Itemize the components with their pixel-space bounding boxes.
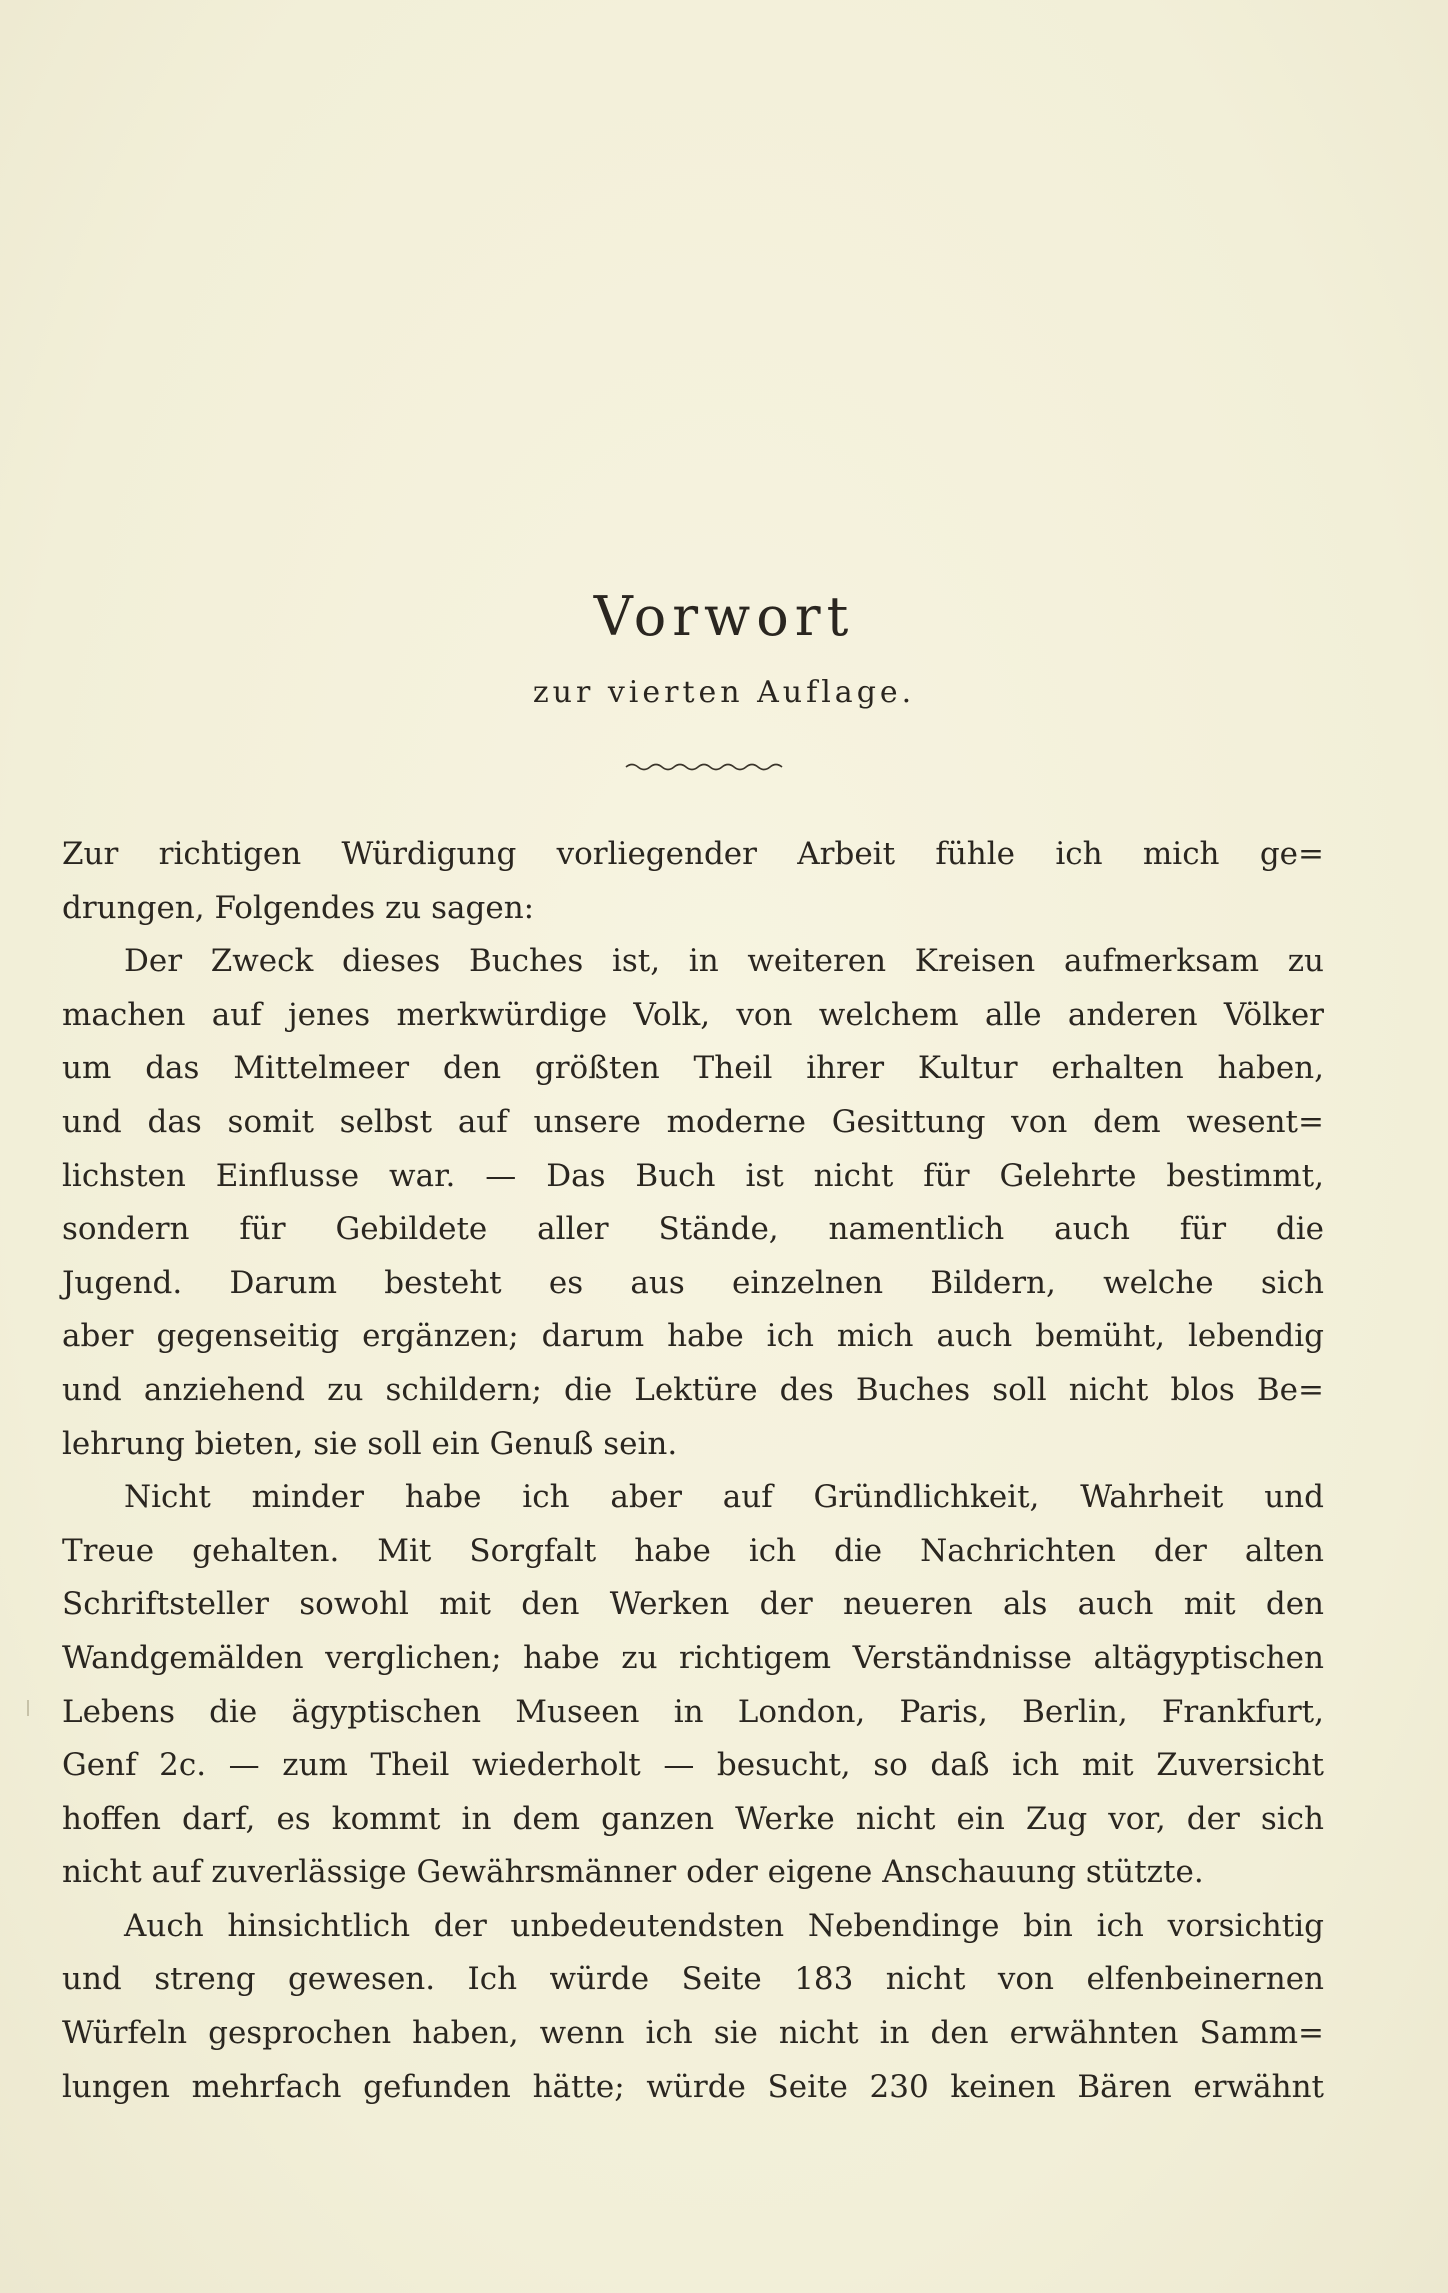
text-line: drungen, Folgendes zu sagen: bbox=[62, 889, 535, 926]
text-line: lichsten Einflusse war. — Das Buch ist nicht für Gelehrte bestimmt, bbox=[62, 1157, 1324, 1194]
text-line: lehrung bieten, sie soll ein Genuß sein. bbox=[62, 1425, 678, 1462]
text-line: nicht auf zuverlässige Gewährsmänner oder eigene Anschauung stützte. bbox=[62, 1854, 1204, 1891]
text-line: sondern für Gebildete aller Stände, namentlich auch für die bbox=[62, 1211, 1324, 1248]
text-line: um das Mittelmeer den größten Theil ihrer Kultur erhalten haben, bbox=[62, 1050, 1324, 1087]
text-line: Schriftsteller sowohl mit den Werken der neueren als auch mit den bbox=[62, 1586, 1324, 1623]
text-line: Nicht minder habe ich aber auf Gründlichkeit, Wahrheit und bbox=[124, 1479, 1324, 1516]
text-line: und anziehend zu schildern; die Lektüre des Buches soll nicht blos Be= bbox=[62, 1371, 1324, 1408]
text-line: lungen mehrfach gefunden hätte; würde Seite 230 keinen Bären erwähnt bbox=[62, 2068, 1324, 2105]
text-line: Wandgemälden verglichen; habe zu richtigem Verständnisse altägyptischen bbox=[62, 1639, 1324, 1676]
text-line: aber gegenseitig ergänzen; darum habe ich mich auch bemüht, lebendig bbox=[62, 1318, 1324, 1355]
text-line: Jugend. Darum besteht es aus einzelnen Bildern, welche sich bbox=[62, 1264, 1324, 1301]
text-line: und streng gewesen. Ich würde Seite 183 nicht von elfenbeinernen bbox=[62, 1961, 1324, 1998]
text-line: und das somit selbst auf unsere moderne Gesittung von dem wesent= bbox=[62, 1103, 1324, 1140]
text-line: Würfeln gesprochen haben, wenn ich sie nicht in den erwähnten Samm= bbox=[62, 2015, 1324, 2052]
text-line: Auch hinsichtlich der unbedeutendsten Nebendinge bin ich vorsichtig bbox=[124, 1907, 1324, 1944]
page-title: Vorwort bbox=[593, 585, 855, 648]
body-text bbox=[62, 828, 1324, 2114]
text-line: Treue gehalten. Mit Sorgfalt habe ich die Nachrichten der alten bbox=[62, 1532, 1324, 1569]
text-line: Zur richtigen Würdigung vorliegender Arbeit fühle ich mich ge= bbox=[62, 836, 1324, 872]
text-line: Lebens die ägyptischen Museen in London, Paris, Berlin, Frankfurt, bbox=[62, 1693, 1324, 1730]
wavy-divider-ornament bbox=[624, 760, 784, 774]
text-line: Genf 2c. — zum Theil wiederholt — besucht, so daß ich mit Zuversicht bbox=[62, 1747, 1324, 1784]
page-subtitle: zur vierten Auflage. bbox=[532, 675, 916, 710]
text-line: Der Zweck dieses Buches ist, in weiteren Kreisen aufmerksam zu bbox=[124, 943, 1324, 980]
text-line: hoffen darf, es kommt in dem ganzen Werke nicht ein Zug vor, der sich bbox=[62, 1800, 1324, 1837]
margin-mark bbox=[27, 1700, 29, 1716]
text-line: machen auf jenes merkwürdige Volk, von welchem alle anderen Völker bbox=[62, 996, 1324, 1033]
